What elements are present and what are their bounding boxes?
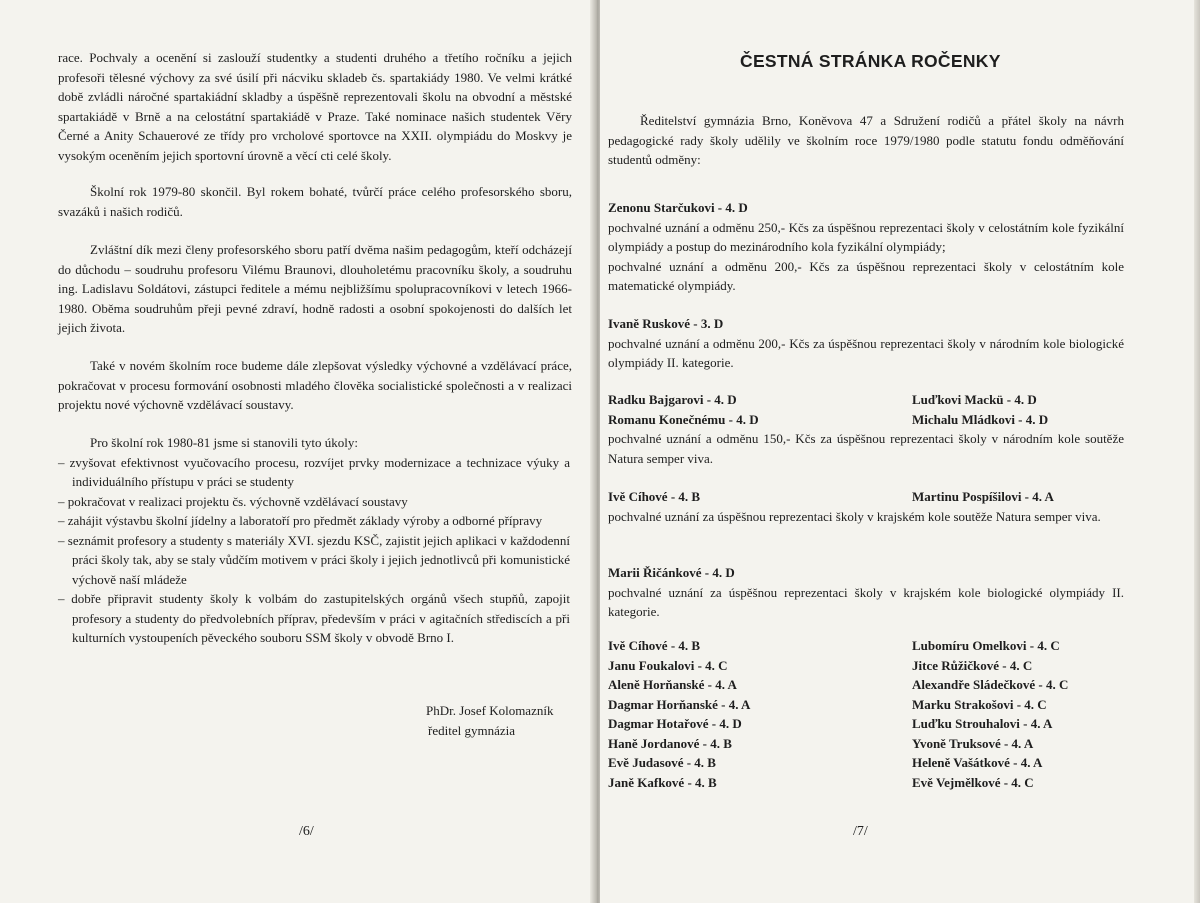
list-item: Jitce Růžičkové - 4. C xyxy=(912,657,1033,673)
award-recipient: Ivaně Ruskové - 3. D xyxy=(608,316,724,331)
list-item: Yvoně Truksové - 4. A xyxy=(912,735,1034,751)
award-recipient: Radku Bajgarovi - 4. D xyxy=(608,392,737,407)
award-text: pochvalné uznání za úspěšnou reprezentaci školy v krajském kole soutěže Natura semper viva. xyxy=(608,508,1101,524)
paragraph-sport: race. Pochvaly a ocenění si zaslouží studentky a studenti druhého a třetího ročníku a jejich profesoři tělesné výchovy za své úsilí při nácviku skladeb čs. spartakiády 1980. Ve velmi krátké době zvládli náročné spartakiádní skladby a úspěšně reprezentovali školu na obvodní a městské spartakiádě v Brně a na celostátní spartakiádě v Praze. Také nominace našich studentek Věry Černé a Anity Schauerové ze třídy pro vrcholové sportovce na XXII. olympiádu do Moskvy je vysokým oceněním jejich sportovní úrovně a věcí cti celé školy. xyxy=(58,50,572,163)
award-text: pochvalné uznání a odměnu 250,- Kčs za úspěšnou reprezentaci školy v celostátním kole fyzikální olympiády a postup do mezinárodního kola fyzikální olympiády; xyxy=(608,219,1124,254)
award-recipient: Martinu Pospíšilovi - 4. A xyxy=(912,489,1054,504)
honoured-students-list xyxy=(608,636,1128,792)
list-item: Evě Judasové - 4. B xyxy=(608,755,716,770)
left-page xyxy=(0,0,596,903)
award-recipient: Marii Řičánkové - 4. D xyxy=(608,565,735,580)
tasks-intro: Pro školní rok 1980-81 jsme si stanovili tyto úkoly: xyxy=(90,435,358,450)
page-number: /7/ xyxy=(853,824,868,839)
recipients-row xyxy=(608,487,1128,507)
list-item: Janu Foukalovi - 4. C xyxy=(608,657,728,673)
award-recipient: Ivě Cíhové - 4. B xyxy=(608,489,701,504)
list-item: Luďku Strouhalovi - 4. A xyxy=(912,716,1053,731)
award-marie xyxy=(608,563,1124,622)
award-natura-national xyxy=(608,390,1128,468)
paragraph-school-year: Školní rok 1979-80 skončil. Byl rokem bohaté, tvůrčí práce celého profesorského sboru, svazáků i našich rodičů. xyxy=(58,184,572,219)
award-ivana xyxy=(608,314,1124,373)
task-item: – dobře připravit studenty školy k volbám do zastupitelských orgánů všech stupňů, zapojit profesory a studenty do předvolebních příprav, především v práci v agitačních střediscích a při kulturních vystoupeních pěveckého souboru SSM školy v obvodě Brno I. xyxy=(58,591,570,645)
signature-name: PhDr. Josef Kolomazník xyxy=(426,703,554,718)
award-text: pochvalné uznání a odměnu 150,- Kčs za úspěšnou reprezentaci školy v národním kole soutěže Natura semper viva. xyxy=(608,431,1124,466)
award-recipient: Zenonu Starčukovi - 4. D xyxy=(608,200,748,215)
list-column-left xyxy=(608,636,912,792)
recipients-row xyxy=(608,390,1128,410)
list-item: Alexandře Sládečkové - 4. C xyxy=(912,677,1069,692)
list-item: Dagmar Horňanské - 4. A xyxy=(608,696,751,712)
award-zenon xyxy=(608,198,1124,296)
list-item: Marku Strakošovi - 4. C xyxy=(912,696,1047,712)
page-title: ČESTNÁ STRÁNKA ROČENKY xyxy=(740,51,1001,71)
tasks-list xyxy=(58,433,570,648)
list-item: Lubomíru Omelkovi - 4. C xyxy=(912,638,1060,653)
list-item: Haně Jordanové - 4. B xyxy=(608,735,732,751)
list-column-right xyxy=(912,636,1128,792)
task-item: – pokračovat v realizaci projektu čs. výchovně vzdělávací soustavy xyxy=(58,493,408,509)
award-text: pochvalné uznání a odměnu 200,- Kčs za úspěšnou reprezentaci školy v celostátním kole matematické olympiády. xyxy=(608,258,1124,293)
award-text: pochvalné uznání za úspěšnou reprezentaci školy v krajském kole biologické olympiády II. kategorie. xyxy=(608,584,1124,619)
award-recipient: Luďkovi Mackü - 4. D xyxy=(912,392,1037,407)
task-item: – zahájit výstavbu školní jídelny a laboratoří pro předmět základy výroby a odborné přípravy xyxy=(58,513,543,528)
signature-title: ředitel gymnázia xyxy=(428,723,515,738)
list-item: Janě Kafkové - 4. B xyxy=(608,774,717,790)
list-item: Dagmar Hotařové - 4. D xyxy=(608,716,742,731)
list-item: Ivě Cíhové - 4. B xyxy=(608,638,701,653)
task-item: – seznámit profesory a studenty s materiály XVI. sjezdu KSČ, zajistit jejich aplikaci v každodenní práci školy tak, aby se staly vůdčím motivem v práci školy i jejich jednotlivců při komunistické výchově naší mládeže xyxy=(58,532,570,587)
page-number: /6/ xyxy=(299,824,314,839)
award-recipient: Michalu Mládkovi - 4. D xyxy=(912,411,1049,427)
award-natura-regional xyxy=(608,487,1128,526)
signature-block xyxy=(426,701,553,741)
task-item: – zvyšovat efektivnost vyučovacího procesu, rozvíjet prvky modernizace a technizace výuky a individuálního přístupu v práci se studenty xyxy=(58,454,570,489)
award-recipient: Romanu Konečnému - 4. D xyxy=(608,411,759,427)
intro-paragraph: Ředitelství gymnázia Brno, Koněvova 47 a Sdružení rodičů a přátel školy na návrh pedagogické rady školy udělily ve školním roce 1979/1980 podle statutu fondu odměňování studentů odměny: xyxy=(608,113,1124,167)
paragraph-thanks: Zvláštní dík mezi členy profesorského sboru patří dvěma našim pedagogům, kteří odcházejí do důchodu – soudruhu profesoru Vilému Braunovi, dlouholetému pracovníku školy, a soudruhu ing. Ladislavu Soldátovi, zástupci ředitele a mému nejbližšímu spolupracovníkovi v letech 1966-1980. Oběma soudruhům přeji pevné zdraví, hodně radosti a osobní spokojenosti do dalších let jejich života. xyxy=(58,242,572,335)
recipients-row xyxy=(608,410,1128,430)
list-item: Heleně Vašátkové - 4. A xyxy=(912,755,1043,770)
list-item: Aleně Horňanské - 4. A xyxy=(608,677,737,692)
list-item: Evě Vejmělkové - 4. C xyxy=(912,774,1034,790)
award-text: pochvalné uznání a odměnu 200,- Kčs za úspěšnou reprezentaci školy v národním kole biologické olympiády II. kategorie. xyxy=(608,335,1124,370)
page-edge xyxy=(1194,0,1200,903)
paragraph-new-year: Také v novém školním roce budeme dále zlepšovat výsledky výchovné a vzdělávací práce, pokračovat v procesu formování osobnosti mladého člověka socialistické společnosti a v realizaci projektu nové výchovně vzdělávací soustavy. xyxy=(58,358,572,412)
